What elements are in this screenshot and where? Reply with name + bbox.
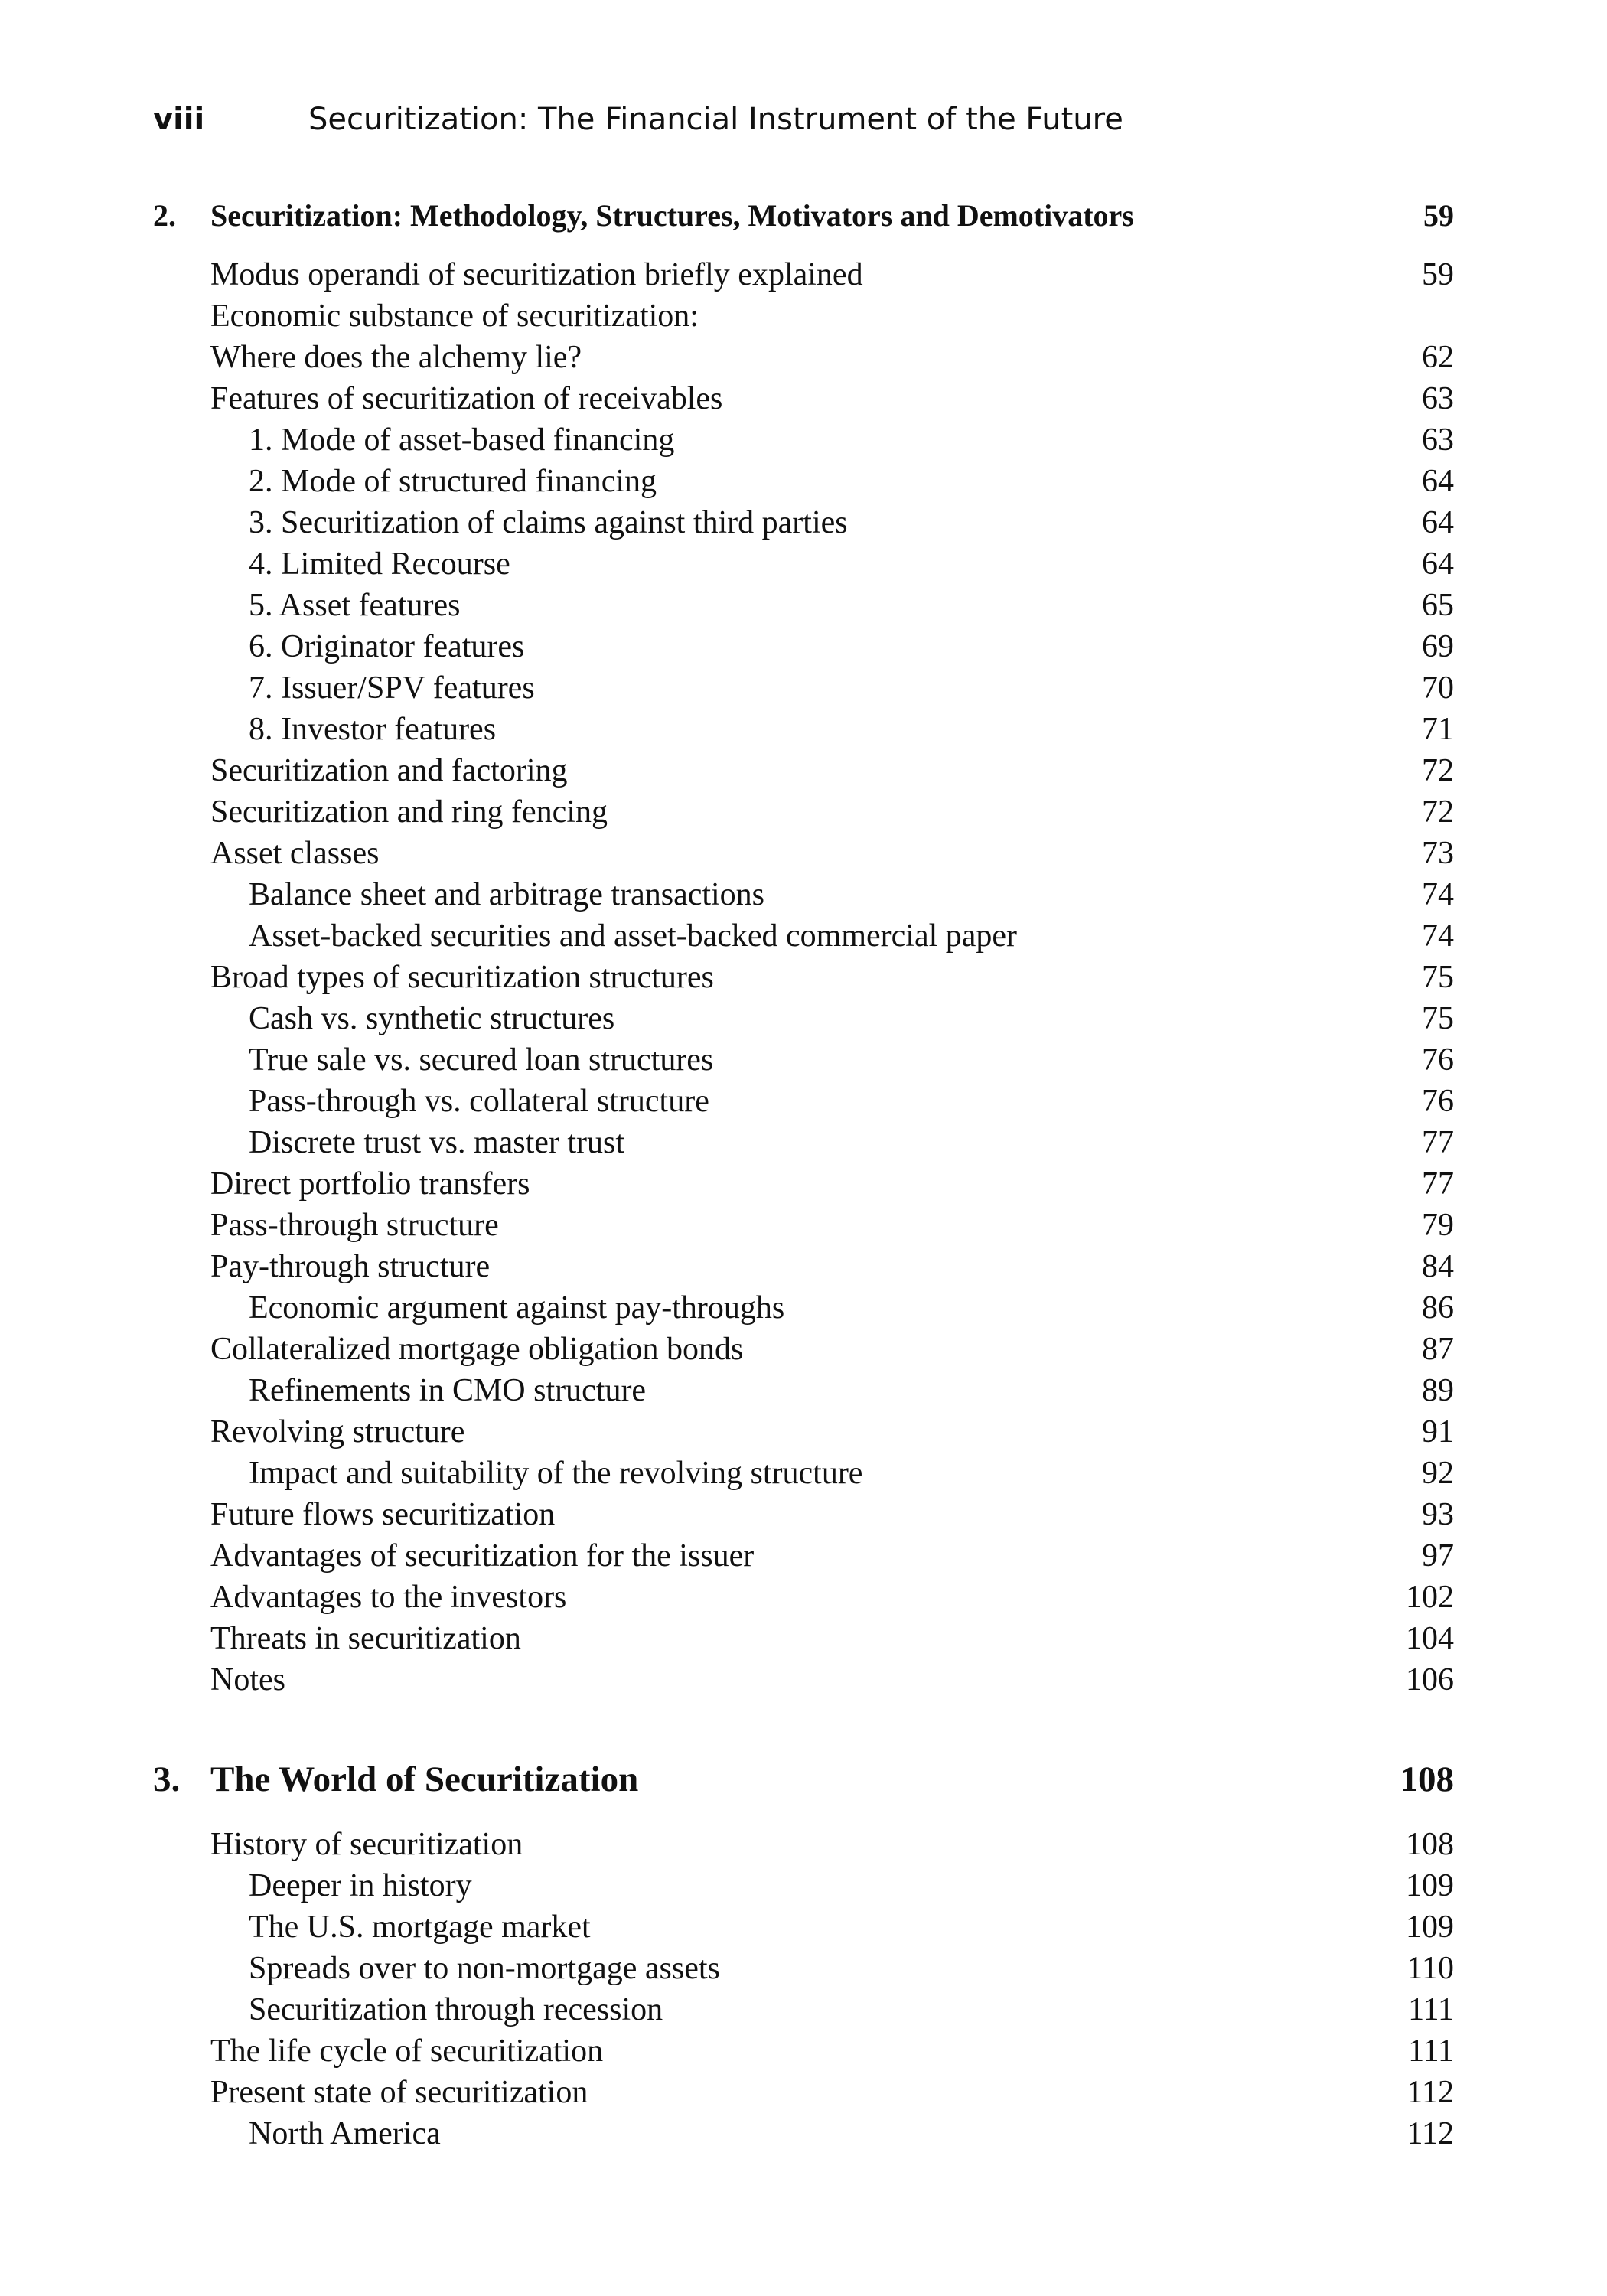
chapter-entries bbox=[210, 1824, 1454, 2154]
toc-entry-title: Threats in securitization bbox=[210, 1621, 521, 1656]
toc-entry-title: Economic argument against pay-throughs bbox=[249, 1290, 785, 1326]
toc-entry-page: 75 bbox=[1422, 960, 1454, 995]
toc-entry-page: 76 bbox=[1422, 1084, 1454, 1119]
toc-entry-page: 72 bbox=[1422, 753, 1454, 788]
toc-entry bbox=[210, 1618, 1454, 1659]
toc-entry-title: Broad types of securitization structures bbox=[210, 960, 714, 995]
toc-entry-title: Revolving structure bbox=[210, 1414, 465, 1450]
toc-entry-page: 109 bbox=[1406, 1868, 1454, 1903]
toc-entry-page: 112 bbox=[1407, 2116, 1454, 2151]
toc-entry bbox=[210, 1659, 1454, 1701]
toc-entry bbox=[210, 1122, 1454, 1163]
toc-entry bbox=[210, 874, 1454, 915]
toc-entry-page: 109 bbox=[1406, 1910, 1454, 1945]
toc-entry-title: Asset classes bbox=[210, 836, 380, 871]
toc-entry-page: 112 bbox=[1407, 2075, 1454, 2110]
toc-entry-title: Securitization and ring fencing bbox=[210, 794, 608, 830]
toc-entry bbox=[210, 1824, 1454, 1865]
toc-entry-page: 76 bbox=[1422, 1042, 1454, 1078]
toc-entry-page: 108 bbox=[1406, 1827, 1454, 1862]
toc-entry bbox=[210, 2113, 1454, 2154]
toc-entry bbox=[210, 2072, 1454, 2113]
toc-entry-title: Pass-through vs. collateral structure bbox=[249, 1084, 709, 1119]
toc-entry bbox=[210, 1081, 1454, 1122]
toc-entry bbox=[210, 2030, 1454, 2072]
toc-entry bbox=[210, 915, 1454, 957]
toc-entry-title: 7. Issuer/SPV features bbox=[249, 670, 535, 706]
toc-entry-title: Economic substance of securitization: bbox=[210, 298, 699, 334]
toc-entry-page: 89 bbox=[1422, 1373, 1454, 1408]
toc-entry-page: 104 bbox=[1406, 1621, 1454, 1656]
toc-entry bbox=[210, 1948, 1454, 1989]
toc-entry-page: 111 bbox=[1408, 2033, 1454, 2069]
toc-entry-title: Pass-through structure bbox=[210, 1208, 499, 1243]
toc-entry-page: 69 bbox=[1422, 629, 1454, 664]
toc-entry bbox=[210, 998, 1454, 1039]
toc-entry bbox=[210, 1989, 1454, 2030]
toc-entry-title: 4. Limited Recourse bbox=[249, 546, 510, 582]
toc-entry-title: The life cycle of securitization bbox=[210, 2033, 604, 2069]
toc-entry-page: 65 bbox=[1422, 588, 1454, 623]
toc-entry-title: 1. Mode of asset-based financing bbox=[249, 422, 675, 458]
toc-entry-page: 106 bbox=[1406, 1662, 1454, 1698]
toc-entry-page: 84 bbox=[1422, 1249, 1454, 1284]
toc-entry bbox=[210, 1329, 1454, 1370]
toc-entry-page: 110 bbox=[1407, 1951, 1454, 1986]
toc-entry-title: Pay-through structure bbox=[210, 1249, 491, 1284]
toc-entry-title: North America bbox=[249, 2116, 441, 2151]
toc-entry-title: Balance sheet and arbitrage transactions bbox=[249, 877, 765, 912]
chapter-number: 2. bbox=[153, 198, 176, 233]
toc-entry bbox=[210, 461, 1454, 502]
chapter-page: 108 bbox=[1400, 1760, 1454, 1799]
toc-entry-title: Securitization and factoring bbox=[210, 753, 568, 788]
toc-entry-page: 86 bbox=[1422, 1290, 1454, 1326]
toc-entry-page: 74 bbox=[1422, 877, 1454, 912]
toc-entry-title: Notes bbox=[210, 1662, 285, 1698]
toc-entry-title: 2. Mode of structured financing bbox=[249, 464, 657, 499]
toc-entry-title: 3. Securitization of claims against third parties bbox=[249, 505, 848, 540]
toc-entry-title: Spreads over to non-mortgage assets bbox=[249, 1951, 720, 1986]
toc-entry-page: 77 bbox=[1422, 1125, 1454, 1160]
toc-entry bbox=[210, 295, 1454, 337]
toc-entry bbox=[210, 1287, 1454, 1329]
toc-entry-title: Where does the alchemy lie? bbox=[210, 340, 582, 375]
toc-entry-page: 87 bbox=[1422, 1332, 1454, 1367]
page-number: viii bbox=[153, 102, 205, 137]
toc-entry bbox=[210, 1906, 1454, 1948]
toc-entry-title: Modus operandi of securitization briefly explained bbox=[210, 257, 863, 292]
toc-entry-title: Direct portfolio transfers bbox=[210, 1166, 530, 1202]
toc-entry bbox=[210, 419, 1454, 461]
chapter-entries bbox=[210, 254, 1454, 1701]
toc-entry-title: 8. Investor features bbox=[249, 712, 497, 747]
toc-entry-page: 93 bbox=[1422, 1497, 1454, 1532]
toc-entry-title: Advantages of securitization for the issuer bbox=[210, 1538, 755, 1574]
toc-entry bbox=[210, 833, 1454, 874]
toc-entry bbox=[210, 585, 1454, 626]
toc-entry-title: Features of securitization of receivables bbox=[210, 381, 723, 416]
toc-entry-page: 92 bbox=[1422, 1456, 1454, 1491]
toc-entry-page: 63 bbox=[1422, 422, 1454, 458]
toc-entry-page: 72 bbox=[1422, 794, 1454, 830]
toc-entry bbox=[210, 1411, 1454, 1453]
toc-entry-page: 71 bbox=[1422, 712, 1454, 747]
toc-entry-title: 6. Originator features bbox=[249, 629, 525, 664]
toc-entry bbox=[210, 1535, 1454, 1577]
toc-entry-page: 74 bbox=[1422, 918, 1454, 954]
toc-entry-title: 5. Asset features bbox=[249, 588, 461, 623]
toc-entry-page: 102 bbox=[1406, 1580, 1454, 1615]
toc-entry bbox=[210, 543, 1454, 585]
toc-entry-page: 62 bbox=[1422, 340, 1454, 375]
toc-entry-title: True sale vs. secured loan structures bbox=[249, 1042, 714, 1078]
toc-entry-page: 64 bbox=[1422, 546, 1454, 582]
chapter-title: The World of Securitization bbox=[210, 1760, 639, 1799]
toc-entry-title: Discrete trust vs. master trust bbox=[249, 1125, 625, 1160]
toc-entry-page: 64 bbox=[1422, 464, 1454, 499]
toc-entry bbox=[210, 1494, 1454, 1535]
toc-entry-page: 63 bbox=[1422, 381, 1454, 416]
toc-entry-page: 111 bbox=[1408, 1992, 1454, 2027]
toc-entry bbox=[210, 1577, 1454, 1618]
toc-entry-title: Asset-backed securities and asset-backed commercial paper bbox=[249, 918, 1018, 954]
toc-entry bbox=[210, 667, 1454, 709]
toc-entry bbox=[210, 1205, 1454, 1246]
running-title: Securitization: The Financial Instrument of the Future bbox=[308, 102, 1123, 137]
toc-entry bbox=[210, 1453, 1454, 1494]
toc-entry bbox=[210, 626, 1454, 667]
toc-entry bbox=[210, 502, 1454, 543]
toc-entry-title: Future flows securitization bbox=[210, 1497, 556, 1532]
toc-entry-page: 64 bbox=[1422, 505, 1454, 540]
toc-entry bbox=[210, 1865, 1454, 1906]
toc-entry-title: Impact and suitability of the revolving structure bbox=[249, 1456, 863, 1491]
toc-entry-page: 70 bbox=[1422, 670, 1454, 706]
toc-entry bbox=[210, 254, 1454, 295]
toc-entry-title: Cash vs. synthetic structures bbox=[249, 1001, 615, 1036]
toc-entry-page: 73 bbox=[1422, 836, 1454, 871]
toc-entry-page: 91 bbox=[1422, 1414, 1454, 1450]
toc-entry bbox=[210, 1039, 1454, 1081]
toc-entry bbox=[210, 1370, 1454, 1411]
toc-entry-title: Collateralized mortgage obligation bonds bbox=[210, 1332, 744, 1367]
toc-entry-page: 77 bbox=[1422, 1166, 1454, 1202]
chapter-page: 59 bbox=[1423, 198, 1454, 233]
chapter-number: 3. bbox=[153, 1760, 181, 1799]
toc-entry bbox=[210, 337, 1454, 378]
toc-entry bbox=[210, 1246, 1454, 1287]
toc-entry-page: 79 bbox=[1422, 1208, 1454, 1243]
toc-entry-title: Refinements in CMO structure bbox=[249, 1373, 647, 1408]
toc-entry bbox=[210, 791, 1454, 833]
toc-entry bbox=[210, 709, 1454, 750]
toc-entry-title: History of securitization bbox=[210, 1827, 523, 1862]
chapter-title: Securitization: Methodology, Structures, Motivators and Demotivators bbox=[210, 198, 1134, 233]
toc-entry bbox=[210, 378, 1454, 419]
toc-entry bbox=[210, 957, 1454, 998]
toc-entry-title: Advantages to the investors bbox=[210, 1580, 567, 1615]
toc-entry-title: Present state of securitization bbox=[210, 2075, 588, 2110]
toc-entry-page: 59 bbox=[1422, 257, 1454, 292]
toc-entry bbox=[210, 1163, 1454, 1205]
toc-entry-title: Securitization through recession bbox=[249, 1992, 663, 2027]
toc-entry-page: 97 bbox=[1422, 1538, 1454, 1574]
toc-entry bbox=[210, 750, 1454, 791]
toc-entry-title: Deeper in history bbox=[249, 1868, 472, 1903]
toc-entry-page: 75 bbox=[1422, 1001, 1454, 1036]
page-header bbox=[153, 98, 1454, 144]
toc-entry-title: The U.S. mortgage market bbox=[249, 1910, 591, 1945]
